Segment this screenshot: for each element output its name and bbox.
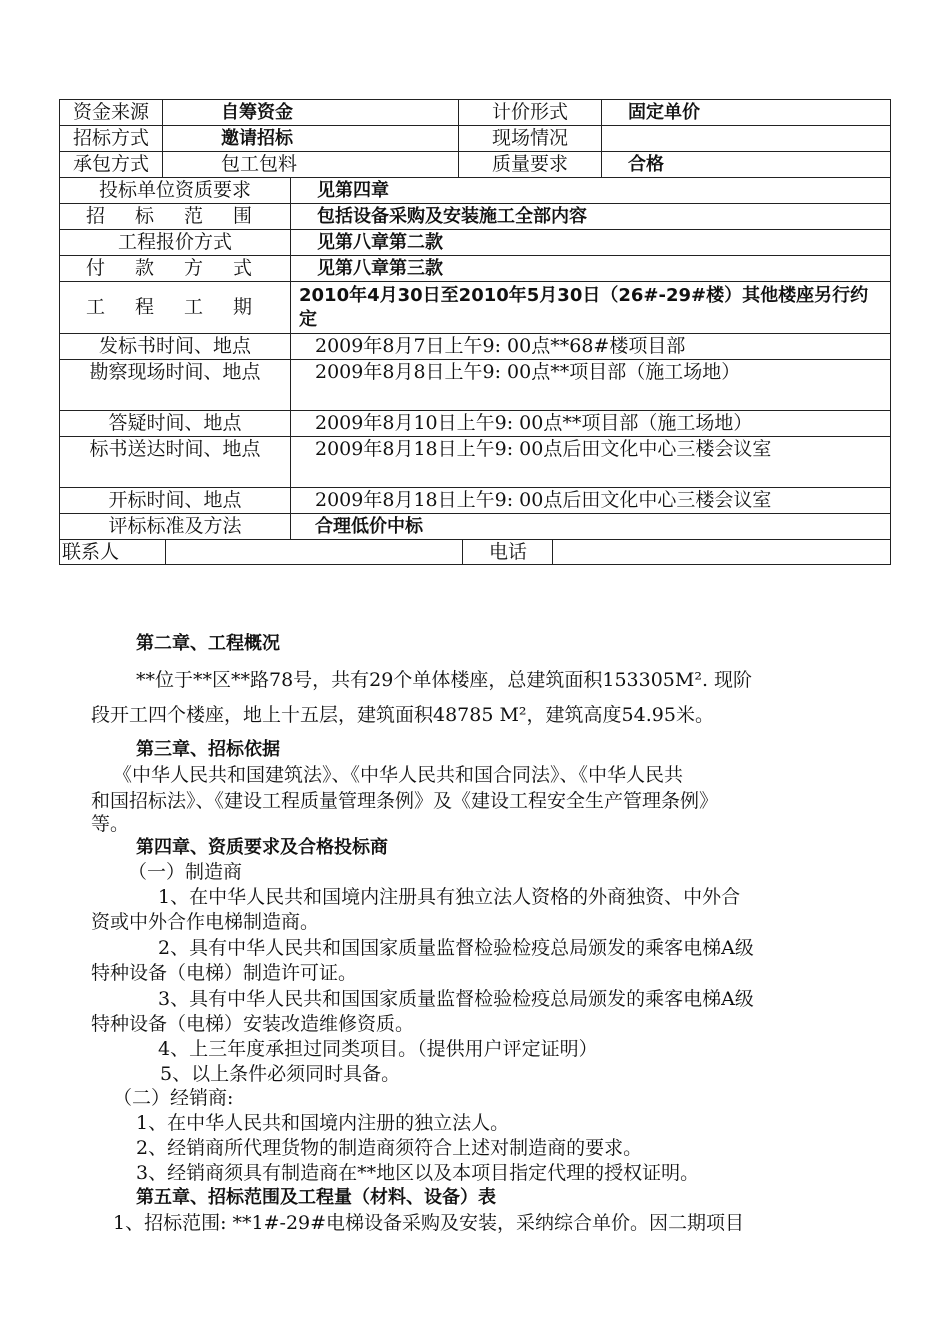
pricing-form-value: 固定单价 xyxy=(628,102,700,123)
qa-time-label: 答疑时间、地点 xyxy=(60,411,291,436)
table-row xyxy=(59,281,891,333)
tender-info-table xyxy=(59,99,891,565)
payment-method-value: 见第八章第三款 xyxy=(317,258,443,279)
table-row xyxy=(59,410,891,436)
issue-time-value: 2009年8月7日上午9: 00点**68#楼项目部 xyxy=(315,335,686,357)
chapter-3-title: 第三章、招标依据 xyxy=(136,739,280,760)
quotation-method-label: 工程报价方式 xyxy=(60,230,291,255)
paragraph-line: **位于**区**路78号，共有29个单体楼座，总建筑面积153305M². 现阶 xyxy=(136,669,753,691)
paragraph-line: 特种设备（电梯）制造许可证。 xyxy=(91,962,358,984)
qa-time-value: 2009年8月10日上午9: 00点**项目部（施工场地） xyxy=(315,412,753,434)
paragraph-line: 2、具有中华人民共和国国家质量监督检验检疫总局颁发的乘客电梯A级 xyxy=(158,937,754,959)
contract-method-value: 包工包料 xyxy=(163,152,459,177)
paragraph-line: 段开工四个楼座，地上十五层，建筑面积48785 M²，建筑高度54.95米。 xyxy=(91,704,714,726)
paragraph-line: 和国招标法》、《建设工程质量管理条例》及《建设工程安全生产管理条例》 xyxy=(91,790,719,812)
table-row xyxy=(59,151,891,177)
paragraph-line: 特种设备（电梯）安装改造维修资质。 xyxy=(91,1013,415,1035)
construction-period-value: 2010年4月30日至2010年5月30日（26#-29#楼）其他楼座另行约定 xyxy=(299,285,869,330)
site-survey-label: 勘察现场时间、地点 xyxy=(60,360,291,410)
table-row xyxy=(59,229,891,255)
quality-requirement-label: 质量要求 xyxy=(459,152,602,177)
table-row xyxy=(59,513,891,539)
table-row xyxy=(59,436,891,487)
table-row xyxy=(59,333,891,359)
table-row xyxy=(59,125,891,151)
paragraph-line: 2、经销商所代理货物的制造商须符合上述对制造商的要求。 xyxy=(136,1137,643,1159)
chapter-5-title: 第五章、招标范围及工程量（材料、设备）表 xyxy=(136,1187,496,1208)
table-row xyxy=(59,255,891,281)
contact-label: 联系人 xyxy=(60,540,166,564)
site-condition-value xyxy=(602,126,890,151)
issue-time-label: 发标书时间、地点 xyxy=(60,334,291,359)
paragraph-line: 1、在中华人民共和国境内注册的独立法人。 xyxy=(136,1112,510,1134)
site-survey-value: 2009年8月8日上午9: 00点**项目部（施工场地） xyxy=(315,361,741,383)
qualification-label: 投标单位资质要求 xyxy=(60,178,291,203)
tender-scope-value: 包括设备采购及安装施工全部内容 xyxy=(317,206,587,227)
bid-opening-value: 2009年8月18日上午9: 00点后田文化中心三楼会议室 xyxy=(315,489,772,511)
contact-value xyxy=(166,540,463,564)
subsection-title: （二）经销商: xyxy=(113,1087,234,1109)
table-row xyxy=(59,539,891,565)
pricing-form-label: 计价形式 xyxy=(459,100,602,125)
paragraph-line: 4、上三年度承担过同类项目。（提供用户评定证明） xyxy=(158,1038,598,1060)
table-row xyxy=(59,177,891,203)
quality-requirement-value: 合格 xyxy=(628,154,664,175)
site-condition-label: 现场情况 xyxy=(459,126,602,151)
subsection-title: （一）制造商 xyxy=(128,861,243,883)
paragraph-line: 资或中外合作电梯制造商。 xyxy=(91,911,320,933)
paragraph-line: 1、在中华人民共和国境内注册具有独立法人资格的外商独资、中外合 xyxy=(158,886,741,908)
chapter-4-title: 第四章、资质要求及合格投标商 xyxy=(136,837,388,858)
chapter-2-title: 第二章、工程概况 xyxy=(136,633,280,654)
phone-value xyxy=(553,540,890,564)
bid-delivery-value: 2009年8月18日上午9: 00点后田文化中心三楼会议室 xyxy=(315,438,772,460)
contract-method-label: 承包方式 xyxy=(60,152,163,177)
paragraph-line: 3、具有中华人民共和国国家质量监督检验检疫总局颁发的乘客电梯A级 xyxy=(158,988,754,1010)
qualification-value: 见第四章 xyxy=(317,180,389,201)
paragraph-line: 《中华人民共和国建筑法》、《中华人民共和国合同法》、《中华人民共 xyxy=(113,764,684,786)
paragraph-line: 3、经销商须具有制造商在**地区以及本项目指定代理的授权证明。 xyxy=(136,1162,700,1184)
table-row xyxy=(59,99,891,125)
paragraph-line: 等。 xyxy=(91,813,130,835)
tender-scope-label: 招 标 范 围 xyxy=(60,204,291,229)
phone-label: 电话 xyxy=(463,540,553,564)
table-row xyxy=(59,487,891,513)
evaluation-label: 评标标准及方法 xyxy=(60,514,291,539)
quotation-method-value: 见第八章第二款 xyxy=(317,232,443,253)
table-row xyxy=(59,359,891,410)
fund-source-value: 自筹资金 xyxy=(163,100,459,125)
bid-delivery-label: 标书送达时间、地点 xyxy=(60,437,291,487)
paragraph-line: 5、以上条件必须同时具备。 xyxy=(160,1063,401,1085)
evaluation-value: 合理低价中标 xyxy=(315,516,423,537)
paragraph-line: 1、招标范围: **1#-29#电梯设备采购及安装，采纳综合单价。因二期项目 xyxy=(113,1212,745,1234)
payment-method-label: 付 款 方 式 xyxy=(60,256,291,281)
tender-method-value: 邀请招标 xyxy=(163,126,459,151)
fund-source-label: 资金来源 xyxy=(60,100,163,125)
bid-opening-label: 开标时间、地点 xyxy=(60,488,291,513)
construction-period-label: 工 程 工 期 xyxy=(60,282,291,333)
table-row xyxy=(59,203,891,229)
tender-method-label: 招标方式 xyxy=(60,126,163,151)
